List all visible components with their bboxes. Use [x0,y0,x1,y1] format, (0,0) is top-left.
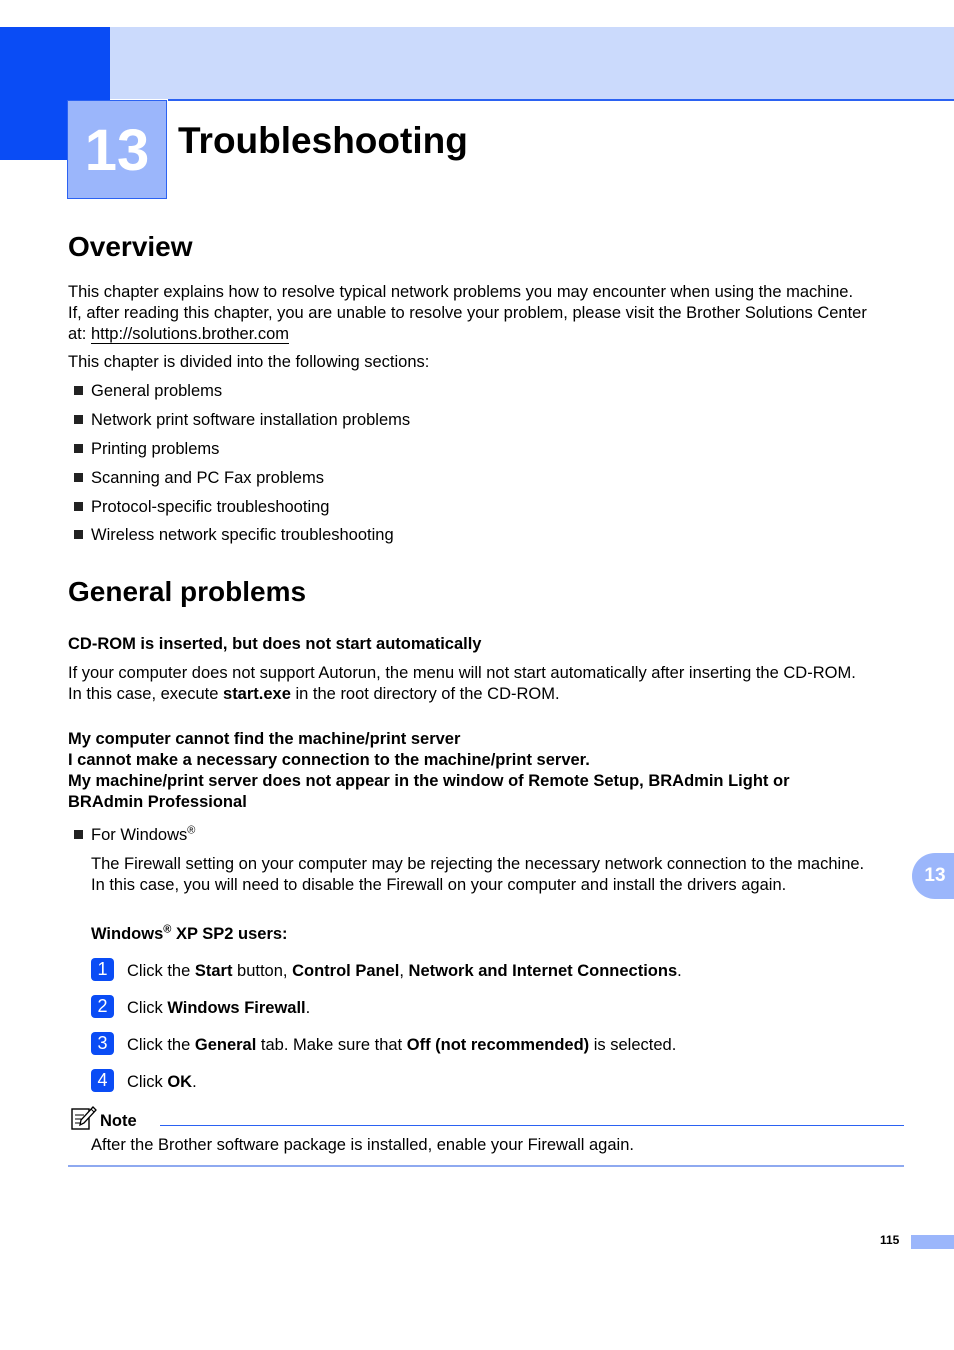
note-pencil-icon [71,1106,97,1130]
page-number-bar [911,1235,954,1249]
chapter-header-rule [168,99,954,101]
chapter-title: Troubleshooting [178,120,468,161]
list-item: Scanning and PC Fax problems [74,468,324,489]
registered-mark: ® [187,824,196,837]
xp-sp2-heading: Windows® XP SP2 users: [91,923,288,943]
cannot-find-heading: My computer cannot find the machine/print server I cannot make a necessary connection to the machine/print server. My machine/print server does not appear in the window of Remote Setup, BRAdmin Light or BRAdmin Professional [68,730,790,811]
note-bottom-rule [68,1165,904,1167]
solutions-center-link[interactable]: http://solutions.brother.com [90,325,290,343]
cdrom-body: If your computer does not support Autorun, the menu will not start automatically after inserting the CD-ROM. In this case, execute start.exe in the root directory of the CD-ROM. [68,663,918,705]
note-label: Note [100,1112,137,1130]
cdrom-line1: If your computer does not support Autorun, the menu will not start automatically after inserting the CD-ROM. [68,664,856,682]
firewall-explanation: The Firewall setting on your computer may be rejecting the necessary network connection to the machine. In this case, you will need to disable the Firewall on your computer and install the drivers again. [91,855,865,894]
bullet-square-icon [74,530,83,539]
overview-intro-line1: This chapter explains how to resolve typical network problems you may encounter when using the machine. [68,283,854,301]
page-number: 115 [880,1233,900,1247]
general-problems-heading: General problems [68,576,307,607]
chapter-number: 13 [67,100,167,199]
overview-intro [68,282,918,345]
list-item: General problems [74,381,222,402]
windows-bullet: For Windows® [74,825,195,846]
step-number-3: 3 [91,1032,114,1055]
overview-intro-prefix: at: [68,325,91,343]
list-item: Wireless network specific troubleshooting [74,525,394,546]
bullet-square-icon [74,415,83,424]
overview-intro-line2: If, after reading this chapter, you are unable to resolve your problem, please visit the Brother Solutions Center [68,304,867,322]
list-item: Protocol-specific troubleshooting [74,497,329,518]
list-item: Network print software installation problems [74,410,410,431]
step-1-text: Click the Start button, Control Panel, Network and Internet Connections. [127,962,682,980]
bullet-square-icon [74,830,83,839]
chapter-side-tab[interactable]: 13 [912,853,954,899]
bullet-square-icon [74,444,83,453]
step-2-text: Click Windows Firewall. [127,999,311,1017]
sections-intro: This chapter is divided into the following sections: [68,353,430,371]
note-text: After the Brother software package is installed, enable your Firewall again. [91,1136,634,1154]
start-exe: start.exe [223,685,291,703]
step-number-4: 4 [91,1069,114,1092]
bullet-square-icon [74,386,83,395]
bullet-square-icon [74,502,83,511]
chapter-header-band [110,27,954,99]
step-4-text: Click OK. [127,1073,197,1091]
step-3-text: Click the General tab. Make sure that Off (not recommended) is selected. [127,1036,677,1054]
step-number-1: 1 [91,958,114,981]
note-top-rule [160,1125,904,1126]
step-number-2: 2 [91,995,114,1018]
list-item: Printing problems [74,439,219,460]
overview-heading: Overview [68,231,193,262]
cdrom-heading: CD-ROM is inserted, but does not start automatically [68,635,482,653]
bullet-square-icon [74,473,83,482]
